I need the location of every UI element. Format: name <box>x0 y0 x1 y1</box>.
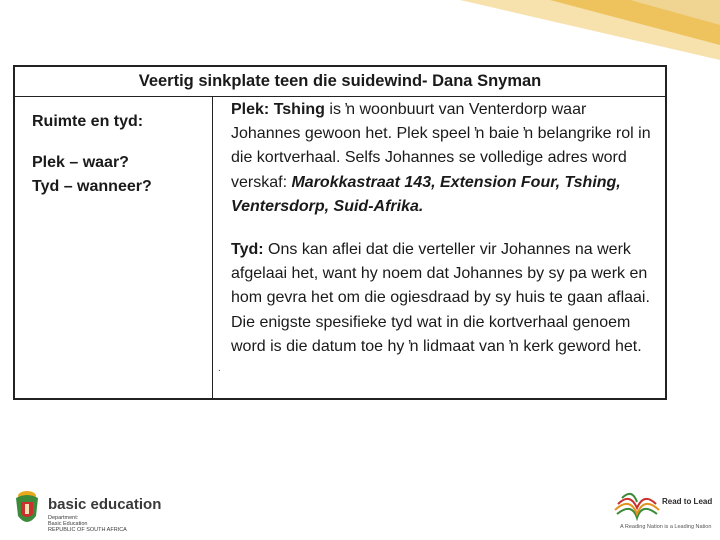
plek-address: Marokkastraat 143, Extension Four, Tshing, Ventersdorp, Suid-Afrika. <box>231 173 621 215</box>
plek-text: is ŉ woonbuurt van Venterdorp waar Johannes gewoon het. Plek speel ŉ baie ŉ belangrike rol in die kortverhaal. Selfs Johannes se volledige adres word verskaf: <box>231 101 651 191</box>
slide-title: Veertig sinkplate teen die suidewind- Dana Snyman <box>15 67 665 97</box>
plek-question: Plek – waar? <box>32 154 129 171</box>
content-table <box>13 65 667 400</box>
plek-paragraph <box>231 98 657 219</box>
tyd-text: Ons kan aflei dat die verteller vir Johannes na werk afgelaai het, want hy noem dat Johannes by sy pa werk en hom gevra het om die ogiesdraad by sy huis te gaan aflaai. Die enigste spesifieke tyd wat in die kortverhaal genoem word is die datum toe hy ŉ lidmaat van ŉ kerk geword het. <box>231 241 650 355</box>
trailing-dot: . <box>218 363 221 374</box>
tyd-paragraph <box>231 238 657 359</box>
corner-decoration <box>460 0 720 60</box>
plek-label: Plek: Tshing <box>231 101 325 118</box>
right-cell <box>231 98 657 359</box>
org-name: basic education <box>48 496 162 513</box>
campaign-tagline: A Reading Nation is a Leading Nation <box>620 524 712 530</box>
left-cell <box>15 96 213 398</box>
read-to-lead-book-icon <box>612 484 662 524</box>
ruimte-label: Ruimte en tyd: <box>32 113 144 130</box>
tyd-label: Tyd: <box>231 241 264 259</box>
tyd-question: Tyd – wanneer? <box>32 178 152 195</box>
campaign-name: Read to Lead <box>662 497 713 506</box>
coat-of-arms-icon <box>12 488 42 530</box>
org-dept: Department: Basic Education REPUBLIC OF SOUTH AFRICA <box>48 515 127 533</box>
